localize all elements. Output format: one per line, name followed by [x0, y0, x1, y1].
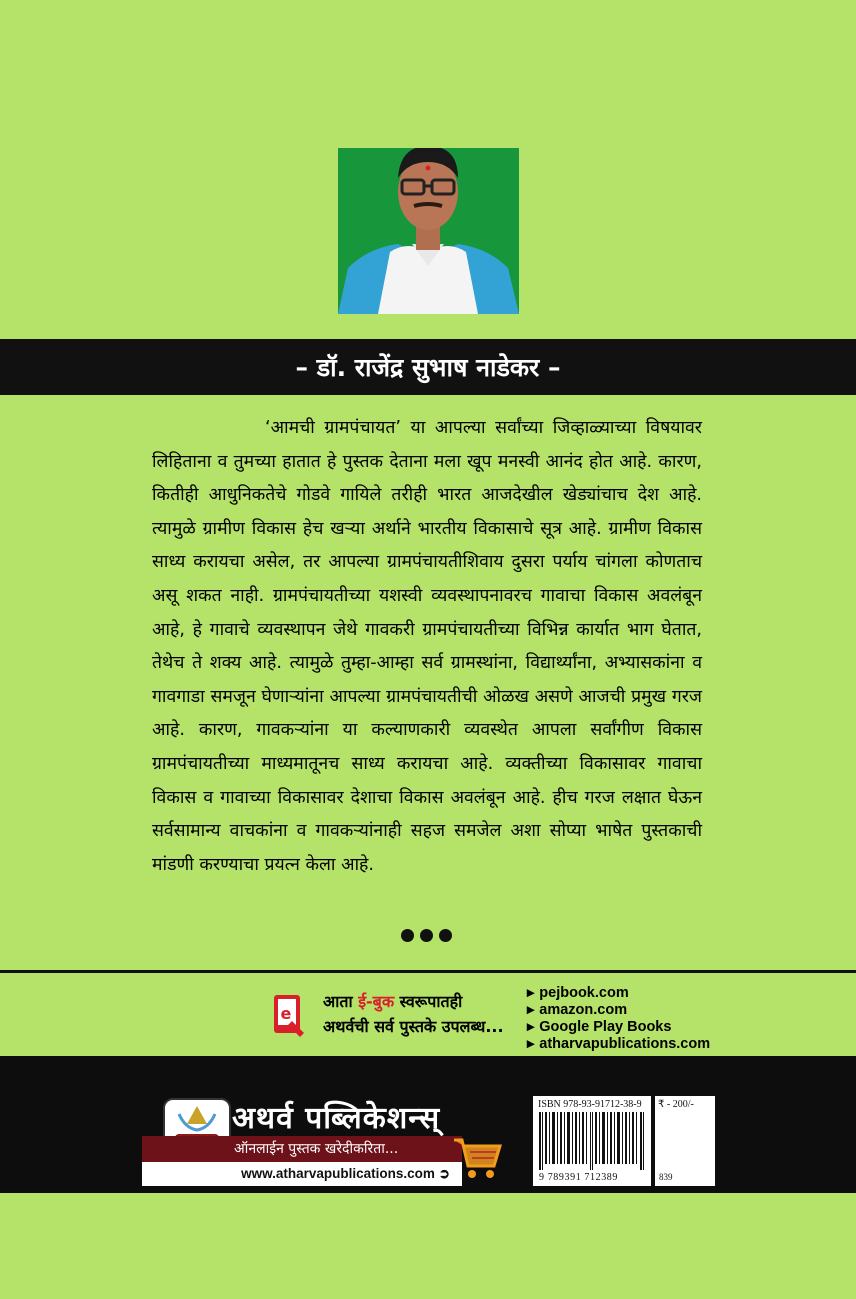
ebook-icon — [272, 993, 306, 1039]
author-name: – डॉ. राजेंद्र सुभाष नाडेकर – — [295, 353, 561, 382]
dot — [420, 929, 433, 942]
ebook-text — [323, 989, 504, 1039]
ebook-line-2: अथर्वची सर्व पुस्तके उपलब्ध... — [323, 1017, 504, 1036]
author-name-bar — [0, 339, 856, 395]
dot — [401, 929, 414, 942]
ebook-availability-section — [0, 970, 856, 1056]
barcode-bars — [539, 1112, 645, 1170]
store-list — [527, 985, 710, 1053]
blurb-paragraph: ‘आमची ग्रामपंचायत’ या आपल्या सर्वांच्या जिव्हाळ्याच्या विषयावर लिहिताना व तुमच्या हातात हे पुस्तक देताना मला खूप मनस्वी आनंद होत आहे. कारण, कितीही आधुनिकतेचे गोडवे गायिले तरीही भारत आजदेखील खेड्यांचाच देश आहे. त्यामुळे ग्रामीण विकास हेच खऱ्या अर्थाने भारतीय विकासाचे सूत्र आहे. ग्रामीण विकास साध्य करायचा असेल, तर आपल्या ग्रामपंचायतीशिवाय दुसरा पर्याय चांगला कोणताच असू शकत नाही. ग्रामपंचायतीच्या यशस्वी व्यवस्थापनावरच गावाचा विकास अवलंबून आहे, हे गावाचे व्यवस्थापन जेथे गावकरी ग्रामपंचायतीच्या विभिन्न कार्यात भाग घेतात, तेथेच ते शक्य आहे. त्यामुळे तुम्हा-आम्हा सर्व ग्रामस्थांना, विद्यार्थ्यांना, अभ्यासकांना व गावगाडा समजून घेणाऱ्यांना आपल्या ग्रामपंचायतीची ओळख असणे आजची प्रमुख गरज आहे. कारण, गावकऱ्यांना या कल्याणकारी व्यवस्थेत आपला सर्वांगीण विकास ग्रामपंचायतीच्या माध्यमातूनच साध्य करायचा आहे. व्यक्तीच्या विकासावर गावाचा विकास व गावाच्या विकासावर देशाचा विकास अवलंबून आहे. हीच गरज लक्षात घेऊन सर्वसामान्य वाचकांना व गावकऱ्यांनाही सहज समजेल अशा सोप्या भाषेत पुस्तकाची मांडणी करण्याचा प्रयत्न केला आहे. — [152, 418, 702, 875]
isbn-label: ISBN 978-93-91712-38-9 — [538, 1099, 642, 1110]
online-purchase-label: ऑनलाईन पुस्तक खरेदीकरिता... — [142, 1136, 462, 1162]
store-item: ▸ atharvapublications.com — [527, 1036, 710, 1053]
barcode-number: 9 789391 712389 — [539, 1172, 618, 1183]
publisher-band — [0, 1056, 856, 1193]
price-code: 839 — [659, 1172, 673, 1182]
publisher-name: अथर्व पब्लिकेशन्स् — [232, 1101, 441, 1136]
back-cover-blurb — [152, 412, 702, 882]
store-item: ▸ Google Play Books — [527, 1019, 710, 1036]
shopping-cart-icon — [452, 1134, 502, 1182]
store-item: ▸ amazon.com — [527, 1002, 710, 1019]
price-box — [655, 1096, 715, 1186]
price-label: ₹ - 200/- — [658, 1099, 694, 1110]
publisher-url[interactable]: www.atharvapublications.com ➲ — [142, 1162, 462, 1186]
ebook-highlight: ई-बुक — [358, 992, 395, 1011]
ellipsis-dots — [401, 929, 452, 942]
dot — [439, 929, 452, 942]
svg-text:e: e — [280, 1004, 292, 1023]
author-photo — [338, 148, 519, 314]
store-item: ▸ pejbook.com — [527, 985, 710, 1002]
ebook-line-1: आता ई-बुक स्वरूपातही — [323, 992, 463, 1011]
isbn-barcode — [533, 1096, 651, 1186]
